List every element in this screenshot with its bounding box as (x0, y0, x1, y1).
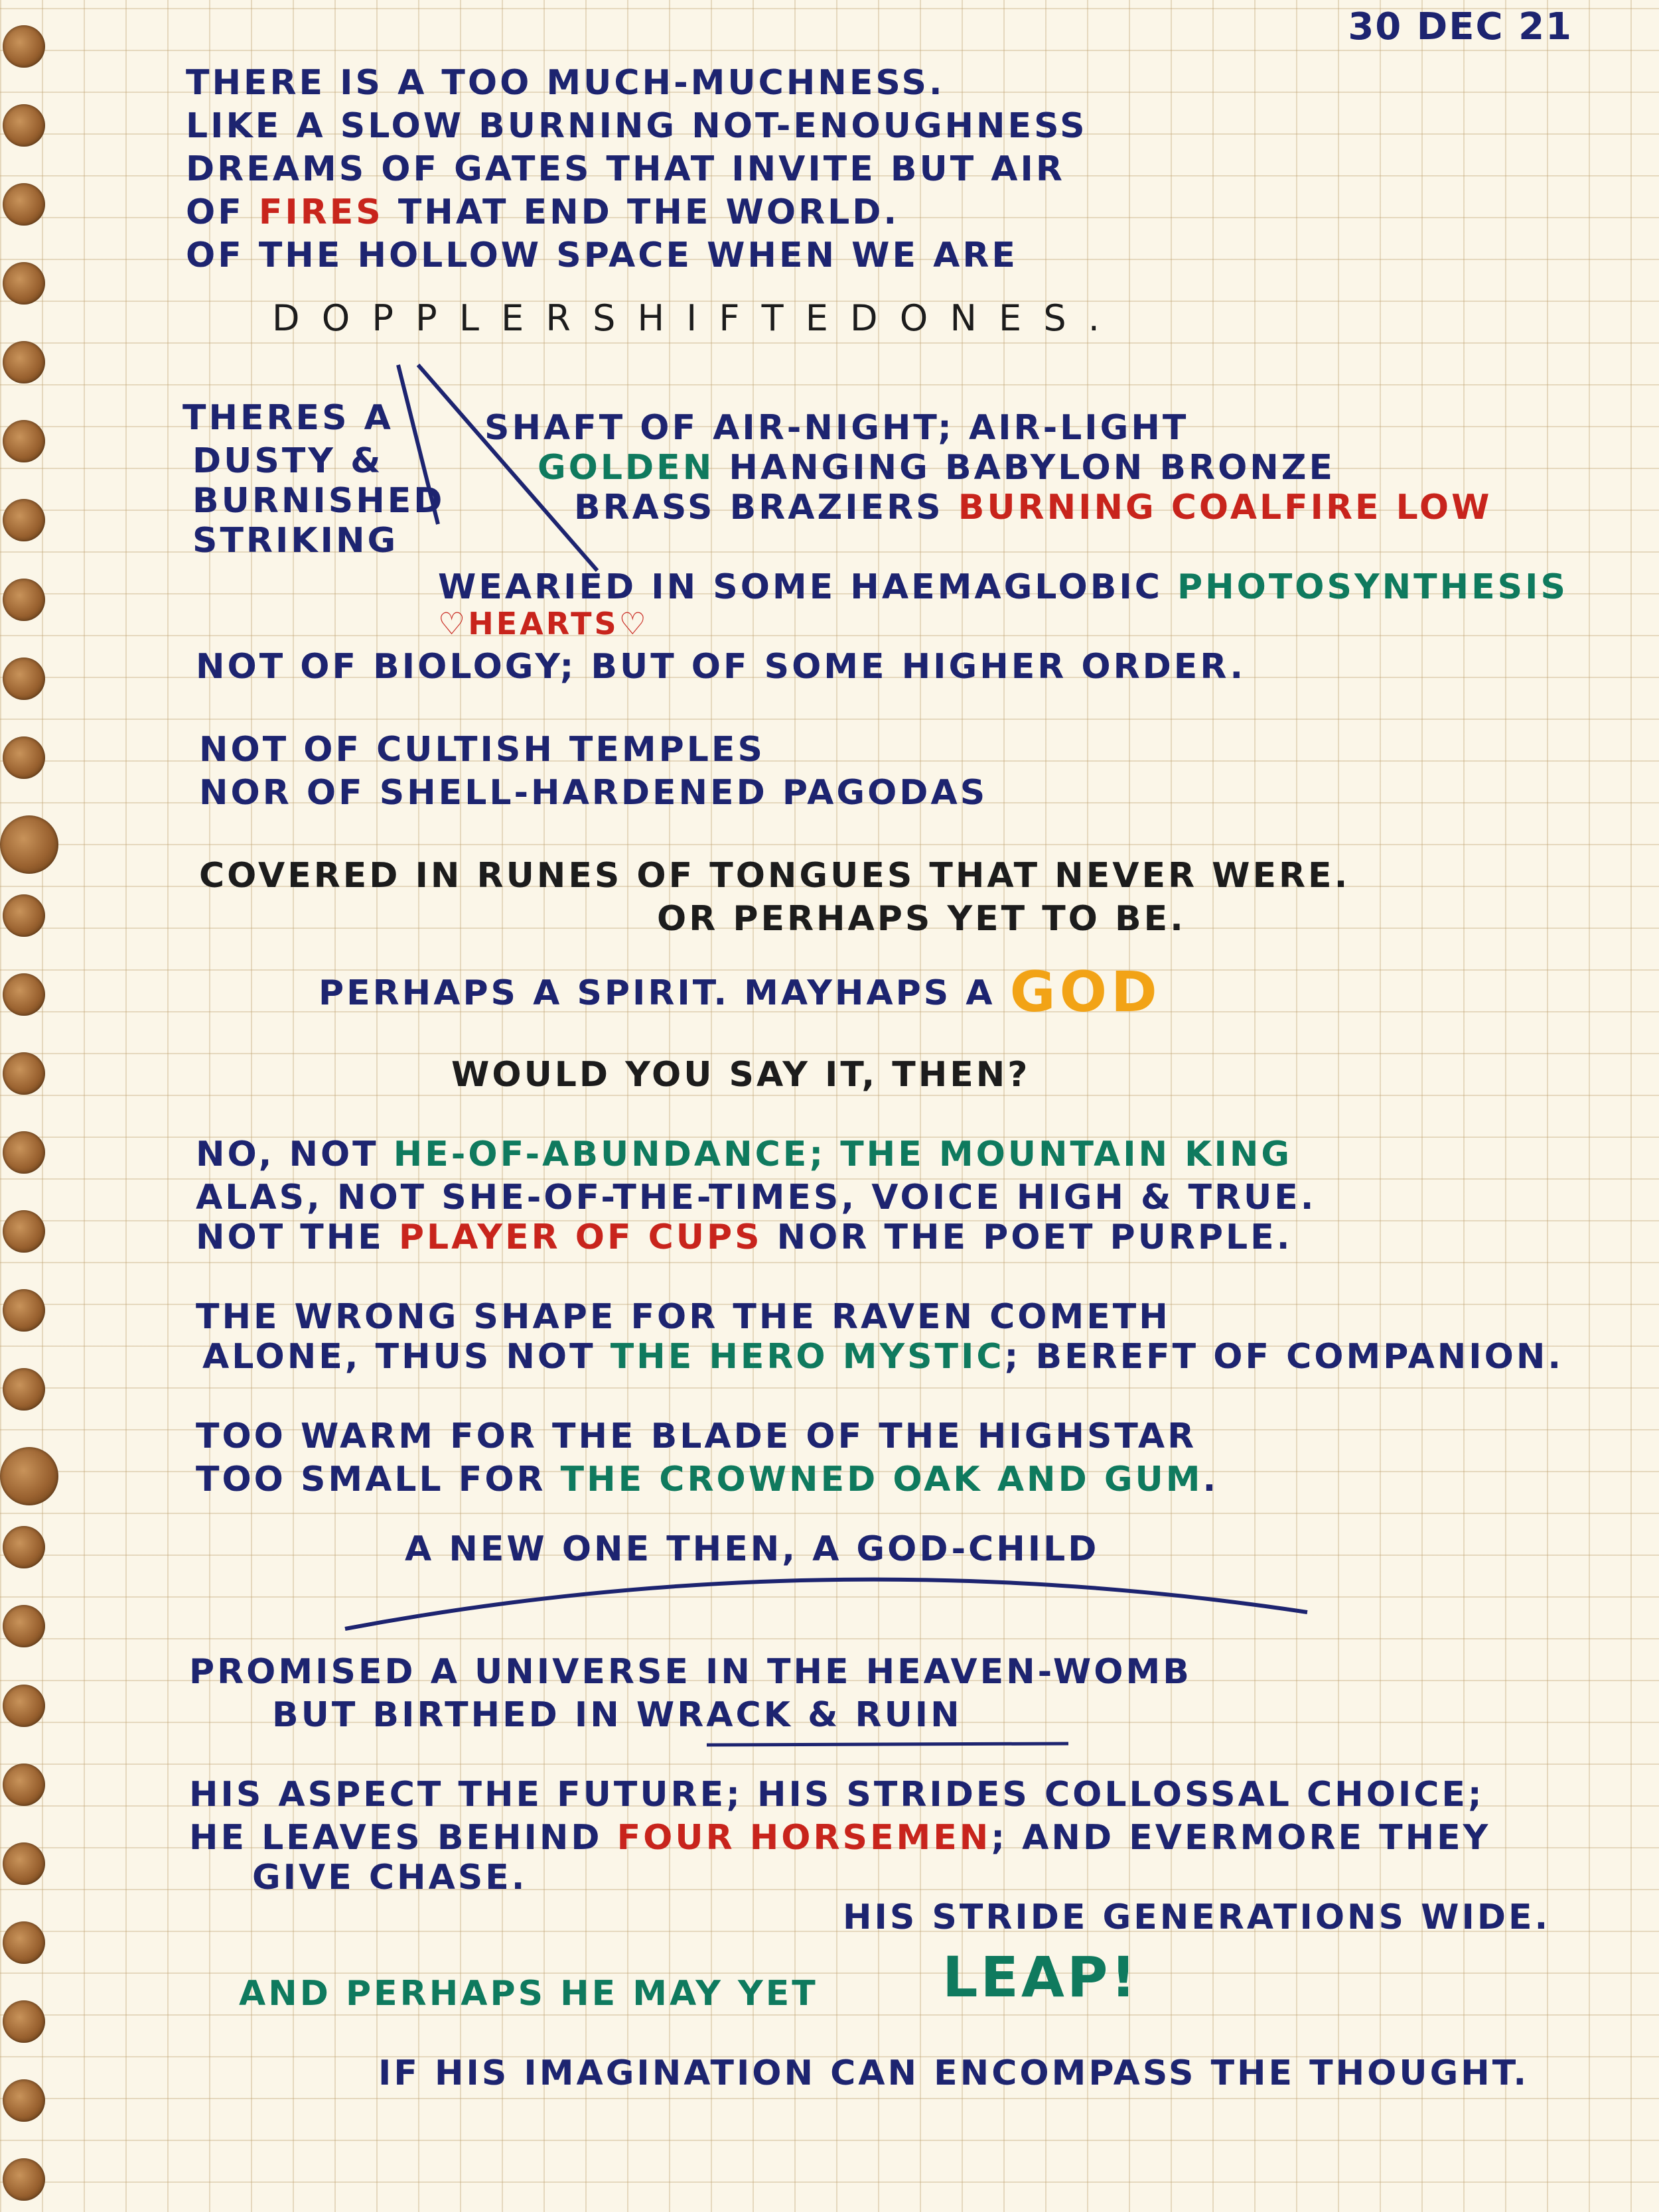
text-segment: GOD (1009, 959, 1161, 1024)
binder-hole (3, 341, 45, 383)
arc-underline (319, 1566, 1327, 1639)
poem-line (189, 1818, 1490, 1858)
poem-line (196, 1135, 1292, 1174)
binder-hole (3, 1210, 45, 1253)
binder-hole (3, 736, 45, 779)
poem-line (574, 488, 1492, 527)
binder-hole (3, 579, 45, 621)
poem-line: WOULD YOU SAY IT, THEN? (451, 1055, 1031, 1095)
text-segment: TOO SMALL FOR (196, 1460, 561, 1499)
poem-line (438, 567, 1568, 607)
binder-hole (3, 1526, 45, 1568)
text-segment: PHOTOSYNTHESIS (1177, 567, 1568, 607)
binder-hole (3, 657, 45, 700)
binder-hole (3, 1842, 45, 1885)
text-segment: HE LEAVES BEHIND (189, 1818, 617, 1858)
poem-line (186, 192, 899, 232)
binder-hole (3, 894, 45, 937)
text-segment: THAT END THE WORLD. (383, 192, 900, 232)
binder-hole (3, 420, 45, 462)
poem-line (202, 1337, 1563, 1377)
text-segment: NO, NOT (196, 1135, 394, 1174)
binder-hole (3, 1605, 45, 1647)
text-segment: BRASS BRAZIERS (574, 488, 958, 527)
binder-hole (3, 1921, 45, 1964)
poem-line: IF HIS IMAGINATION CAN ENCOMPASS THE THOUGHT. (378, 2053, 1530, 2093)
text-segment: NOR THE POET PURPLE. (762, 1217, 1293, 1257)
binder-hole (3, 1368, 45, 1411)
poem-line: BUT BIRTHED IN WRACK & RUIN (272, 1695, 962, 1735)
poem-line: OF THE HOLLOW SPACE WHEN WE ARE (186, 236, 1018, 275)
text-segment: . (1202, 1460, 1219, 1499)
binder-hole (0, 815, 58, 874)
poem-line: COVERED IN RUNES OF TONGUES THAT NEVER WERE. (199, 856, 1350, 896)
poem-line: HIS ASPECT THE FUTURE; HIS STRIDES COLLOSSAL CHOICE; (189, 1775, 1484, 1815)
text-segment: HE-OF-ABUNDANCE; THE MOUNTAIN KING (393, 1135, 1293, 1174)
poem-line: GIVE CHASE. (252, 1858, 528, 1898)
poem-line: THERES A (182, 398, 394, 438)
poem-line (538, 448, 1335, 488)
poem-line: LEAP! (942, 1945, 1139, 2010)
binder-hole (3, 1131, 45, 1174)
text-segment: GOLDEN (538, 448, 715, 488)
text-segment: THE HERO MYSTIC (610, 1337, 1005, 1377)
poem-line: THE WRONG SHAPE FOR THE RAVEN COMETH (196, 1297, 1171, 1337)
text-segment: IN SOME HAEMAGLOBIC (636, 567, 1177, 607)
poem-line: BURNISHED (192, 481, 445, 521)
binder-hole (3, 104, 45, 147)
text-segment: ; AND EVERMORE THEY (991, 1818, 1491, 1858)
text-segment: HANGING BABYLON BRONZE (714, 448, 1336, 488)
poem-line: ♡HEARTS♡ (438, 606, 649, 642)
poem-line: THERE IS A TOO MUCH-MUCHNESS. (186, 63, 945, 103)
text-segment: BURNING COALFIRE LOW (958, 488, 1492, 527)
poem-line: ALAS, NOT SHE-OF-THE-TIMES, VOICE HIGH & TRUE. (196, 1178, 1317, 1217)
entry-date: 30 DEC 21 (1348, 5, 1573, 48)
text-segment: NOT THE (196, 1217, 399, 1257)
poem-line (319, 959, 1161, 1024)
poem-line: A NEW ONE THEN, A GOD-CHILD (405, 1529, 1100, 1569)
text-segment: ; BEREFT OF COMPANION. (1004, 1337, 1564, 1377)
poem-line: TOO WARM FOR THE BLADE OF THE HIGHSTAR (196, 1417, 1197, 1456)
poem-line: HIS STRIDE GENERATIONS WIDE. (843, 1898, 1551, 1937)
poem-line: D O P P L E R S H I F T E D O N E S . (272, 297, 1105, 339)
binder-hole (3, 183, 45, 226)
poem-line: OR PERHAPS YET TO BE. (657, 899, 1186, 939)
binder-hole (0, 1447, 58, 1505)
poem-line (196, 1460, 1218, 1499)
binder-hole (3, 973, 45, 1016)
poem-line (196, 1217, 1292, 1257)
poem-line: AND PERHAPS HE MAY YET (239, 1974, 818, 2014)
binder-hole (3, 1052, 45, 1095)
binder-hole (3, 1289, 45, 1332)
poem-line: NOR OF SHELL-HARDENED PAGODAS (199, 773, 988, 813)
binder-hole (3, 25, 45, 68)
text-segment: PERHAPS A SPIRIT. MAYHAPS A (319, 973, 1010, 1013)
poem-line: STRIKING (192, 521, 399, 561)
text-segment: OF (186, 192, 259, 232)
binder-hole (3, 262, 45, 305)
poem-line: PROMISED A UNIVERSE IN THE HEAVEN-WOMB (189, 1652, 1192, 1692)
binder-hole (3, 1763, 45, 1806)
text-segment: FOUR HORSEMEN (616, 1818, 991, 1858)
poem-line: NOT OF BIOLOGY; BUT OF SOME HIGHER ORDER. (196, 647, 1246, 687)
poem-line: DREAMS OF GATES THAT INVITE BUT AIR (186, 149, 1065, 189)
text-segment: ALONE, THUS NOT (202, 1337, 611, 1377)
text-segment: FIRES (258, 192, 384, 232)
binder-hole (3, 499, 45, 541)
binder-holes (0, 0, 73, 2212)
poem-line: LIKE A SLOW BURNING NOT-ENOUGHNESS (186, 106, 1088, 146)
binder-hole (3, 2158, 45, 2201)
poem-line: NOT OF CULTISH TEMPLES (199, 730, 765, 770)
binder-hole (3, 1685, 45, 1727)
poem-line: DUSTY & (192, 441, 384, 481)
binder-hole (3, 2000, 45, 2043)
binder-hole (3, 2079, 45, 2122)
text-segment: THE CROWNED OAK AND GUM (560, 1460, 1203, 1499)
poem-line: SHAFT OF AIR-NIGHT; AIR-LIGHT (484, 408, 1189, 448)
text-segment: PLAYER OF CUPS (398, 1217, 762, 1257)
underline (703, 1737, 1075, 1753)
text-segment: WEARIED (438, 567, 637, 607)
